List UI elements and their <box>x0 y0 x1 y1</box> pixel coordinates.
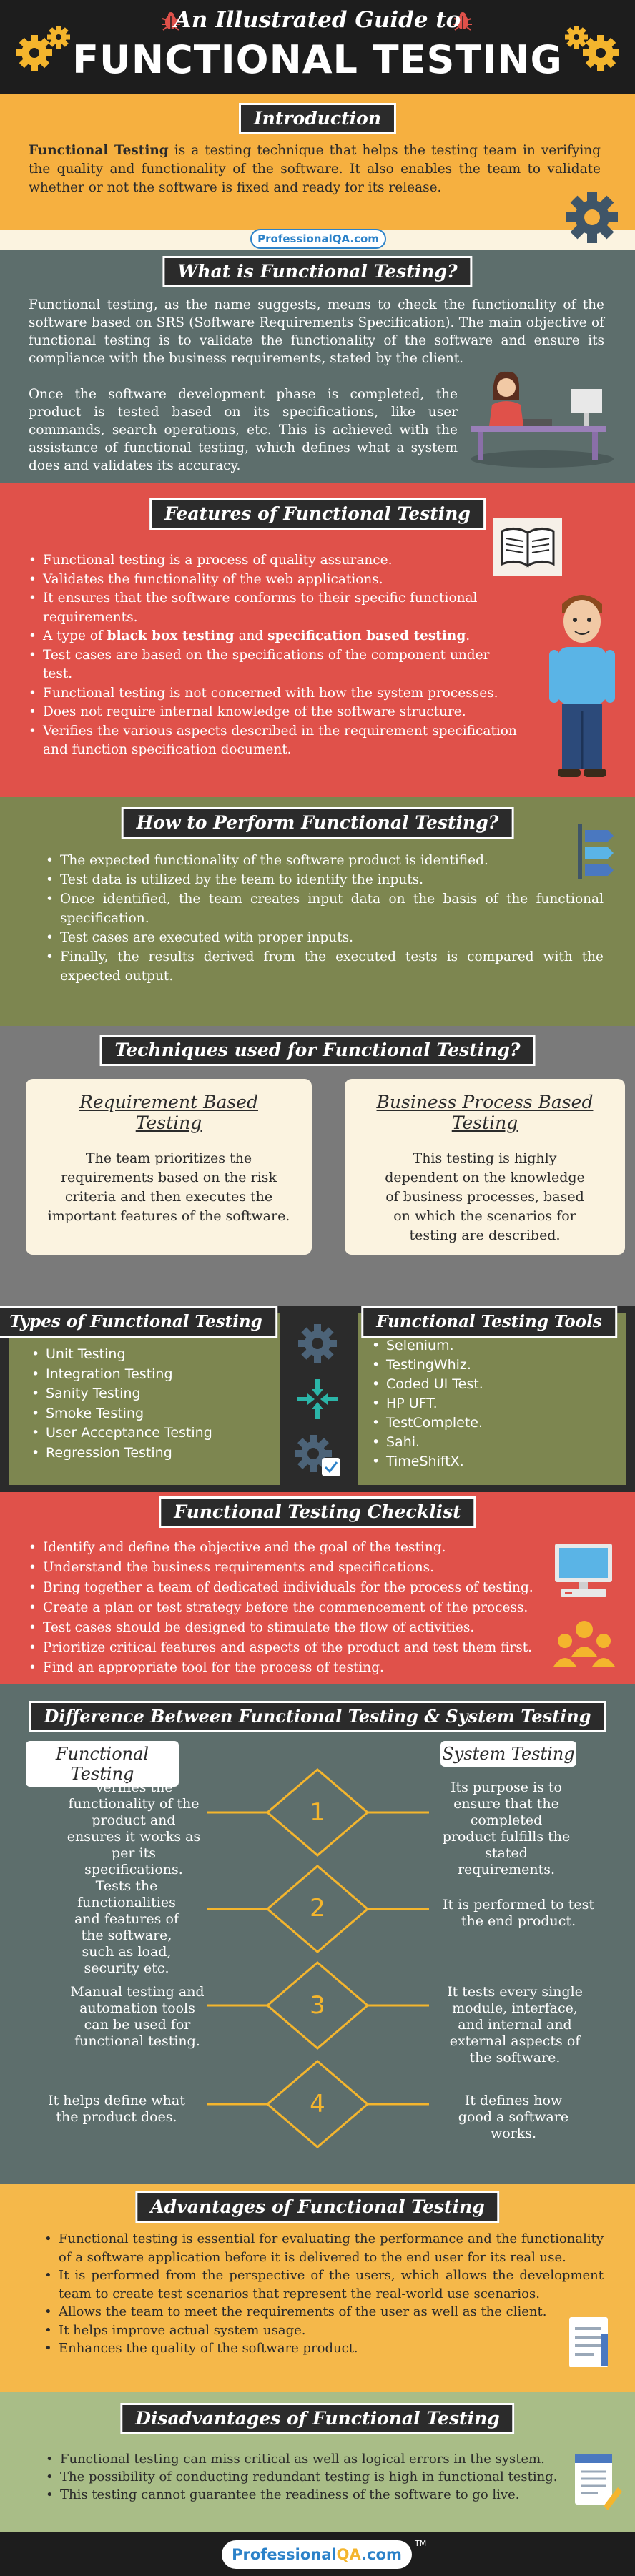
checklist-banner: Functional Testing Checklist <box>159 1496 476 1528</box>
flow-arrows-icon <box>563 823 621 880</box>
list-item: • TestComplete. <box>369 1413 612 1433</box>
list-item: • Does not require internal knowledge of the software structure. <box>26 703 519 722</box>
list-item: • Enhances the quality of the software product. <box>41 2339 604 2358</box>
disadvantages-list <box>43 2450 586 2504</box>
team-icon <box>552 1615 616 1672</box>
list-item: • Test data is utilized by the team to identify the inputs. <box>43 870 604 889</box>
list-item: • Prioritize critical features and aspects of the product and test them first. <box>26 1638 562 1658</box>
list-item: • Validates the functionality of the web applications. <box>26 571 519 590</box>
list-item: • User Acceptance Testing <box>29 1423 272 1444</box>
technique-card-title: Requirement Based Testing <box>79 1092 258 1133</box>
footer-logo: ProfessionalQA.com <box>222 2540 412 2569</box>
list-item: • It is performed from the perspective of the users, which allows the development team to create test scenarios that represent the real-world use scenarios. <box>41 2266 604 2303</box>
list-item: • Functional testing is a process of quality assurance. <box>26 551 519 571</box>
technique-card-text: The team prioritizes the requirements based on the risk criteria and then executes the important features of the software. <box>47 1150 290 1224</box>
how-section <box>0 797 635 1026</box>
list-item: • The expected functionality of the software product is identified. <box>43 851 604 870</box>
converge-arrows-icon <box>296 1378 339 1421</box>
list-item: • Bring together a team of dedicated individuals for the process of testing. <box>26 1578 562 1598</box>
what-para-2: Once the software development phase is completed, the product is tested based on its specifications, like user commands, search operations, etc. This is achieved with the assistance of functional testing, which defines what a system does and validates its accuracy. <box>29 387 458 473</box>
what-para-1: Functional testing, as the name suggests, means to check the functionality of the software based on SRS (Software Requirements Specification). The main objective of functional testing is to validate the functionality of the software and ensure its compliance with the business requirements, stated by the client. <box>29 297 604 366</box>
intro-text <box>29 142 601 197</box>
list-item: • Find an appropriate tool for the process of testing. <box>26 1658 562 1678</box>
list-item: • Functional testing can miss critical as well as logical errors in the system. <box>43 2450 586 2468</box>
book-icon <box>493 518 562 576</box>
trademark-mark: TM <box>415 2539 427 2548</box>
disadvantages-banner: Disadvantages of Functional Testing <box>120 2403 514 2434</box>
difference-banner: Difference Between Functional Testing & System Testing <box>29 1701 606 1732</box>
notepad-pencil-icon <box>572 2452 622 2513</box>
difference-left-cell: It helps define what the product does. <box>48 2093 185 2125</box>
difference-right-title: System Testing <box>440 1741 576 1767</box>
list-item: • Regression Testing <box>29 1444 272 1464</box>
list-item: • Coded UI Test. <box>369 1375 612 1394</box>
difference-section <box>0 1684 635 2184</box>
list-item: • Allows the team to meet the requirements of the user as well as the client. <box>41 2303 604 2321</box>
tools-banner: Functional Testing Tools <box>361 1306 617 1338</box>
difference-right-cell: Its purpose is to ensure that the completed product fulfills the stated requirements. <box>442 1780 571 1877</box>
how-banner: How to Perform Functional Testing? <box>122 807 514 839</box>
advantages-section <box>0 2184 635 2392</box>
difference-row-number: 3 <box>310 1991 325 2020</box>
list-item: • Test cases are executed with proper inputs. <box>43 928 604 947</box>
professionalqa-logo: ProfessionalQA.com <box>250 229 386 249</box>
types-list <box>29 1345 272 1463</box>
page-title: FUNCTIONAL TESTING <box>72 37 563 82</box>
settings-check-icon <box>293 1432 343 1479</box>
intro-section <box>0 94 635 250</box>
intro-lead-bold: Functional Testing <box>29 143 169 158</box>
difference-row-number: 4 <box>310 2090 325 2118</box>
gear-icon <box>296 1322 339 1365</box>
list-item: • Smoke Testing <box>29 1404 272 1424</box>
intro-banner: Introduction <box>239 103 396 134</box>
advantages-banner: Advantages of Functional Testing <box>135 2191 499 2223</box>
difference-right-cell: It is performed to test the end product. <box>443 1897 594 1929</box>
list-item: • It helps improve actual system usage. <box>41 2321 604 2340</box>
list-item: • Identify and define the objective and the goal of the testing. <box>26 1538 562 1558</box>
list-item: • Verifies the various aspects described in the requirement specification and function specification document. <box>26 722 519 760</box>
checklist-section <box>0 1492 635 1684</box>
features-section <box>0 483 635 797</box>
man-illustration <box>542 590 621 783</box>
list-item: • Sanity Testing <box>29 1384 272 1404</box>
list-item: • TestingWhiz. <box>369 1356 612 1375</box>
list-item: • HP UFT. <box>369 1394 612 1413</box>
list-item: • Once identified, the team creates input data on the basis of the functional specification. <box>43 889 604 928</box>
list-item: • Sahi. <box>369 1433 612 1452</box>
list-item: • Understand the business requirements and specifications. <box>26 1558 562 1578</box>
what-section <box>0 250 635 483</box>
list-item: • This testing cannot guarantee the readiness of the software to go live. <box>43 2486 586 2504</box>
types-tools-section <box>0 1306 635 1492</box>
difference-left-title: Functional Testing <box>26 1741 179 1787</box>
checklist-list <box>26 1538 562 1678</box>
technique-card <box>345 1079 625 1255</box>
list-item: • TimeShiftX. <box>369 1452 612 1471</box>
list-item: • Unit Testing <box>29 1345 272 1365</box>
how-list <box>43 851 604 986</box>
list-item: • Test cases are based on the specifications of the component under test. <box>26 646 519 684</box>
difference-row-number: 1 <box>310 1798 325 1827</box>
difference-left-cell: Manual testing and automation tools can be used for functional testing. <box>70 1984 205 2049</box>
list-item: • Functional testing is essential for evaluating the performance and the functionality of a software application before it is delivered to the end user for its real use. <box>41 2230 604 2266</box>
difference-right-cell: It defines how good a software works. <box>458 2093 569 2141</box>
tools-list <box>369 1336 612 1471</box>
header-subtitle: An Illustrated Guide to <box>174 7 461 33</box>
list-item: • Finally, the results derived from the executed tests is compared with the expected output. <box>43 947 604 986</box>
features-list <box>26 551 519 760</box>
list-item: • A type of black box testing and specification based testing. <box>26 627 519 646</box>
features-banner: Features of Functional Testing <box>149 498 486 530</box>
list-item: • Create a plan or test strategy before the commencement of the process. <box>26 1598 562 1618</box>
technique-card-text: This testing is highly dependent on the knowledge of business processes, based on which the scenarios for testing are described. <box>385 1150 585 1243</box>
list-item: • The possibility of conducting redundant testing is high in functional testing. <box>43 2468 586 2486</box>
list-item: • Selenium. <box>369 1336 612 1356</box>
footer <box>0 2532 635 2576</box>
what-banner: What is Functional Testing? <box>162 256 472 287</box>
difference-row-number: 2 <box>310 1894 325 1923</box>
list-item: • Integration Testing <box>29 1365 272 1385</box>
intro-lead-rest: is a testing technique that helps the testing team in verifying the quality and functionality of the software. It also enables the team to validate whether or not the software is fixed and ready for its release. <box>29 143 601 195</box>
types-banner: Types of Functional Testing <box>0 1306 277 1338</box>
header <box>0 0 635 94</box>
advantages-list <box>41 2230 604 2358</box>
technique-card-title: Business Process Based Testing <box>376 1092 594 1133</box>
document-icon <box>565 2313 615 2370</box>
list-item: • Test cases should be designed to stimulate the flow of activities. <box>26 1618 562 1638</box>
difference-left-cell: Verifies the functionality of the product and ensures it works as per its specifications. <box>67 1780 201 1877</box>
list-item: • Functional testing is not concerned with how the system processes. <box>26 684 519 704</box>
difference-left-cell: Tests the functionalities and features of the software, such as load, security etc. <box>74 1878 179 1976</box>
disadvantages-section <box>0 2392 635 2532</box>
difference-right-cell: It tests every single module, interface, and internal and external aspects of the software. <box>447 1984 583 2066</box>
computer-icon <box>553 1542 614 1599</box>
techniques-banner: Techniques used for Functional Testing? <box>100 1035 536 1066</box>
techniques-section <box>0 1026 635 1306</box>
person-at-desk-illustration <box>463 357 614 472</box>
list-item: • It ensures that the software conforms to their specific functional requirements. <box>26 589 519 627</box>
technique-card <box>26 1079 312 1255</box>
gear-icon <box>563 189 621 246</box>
